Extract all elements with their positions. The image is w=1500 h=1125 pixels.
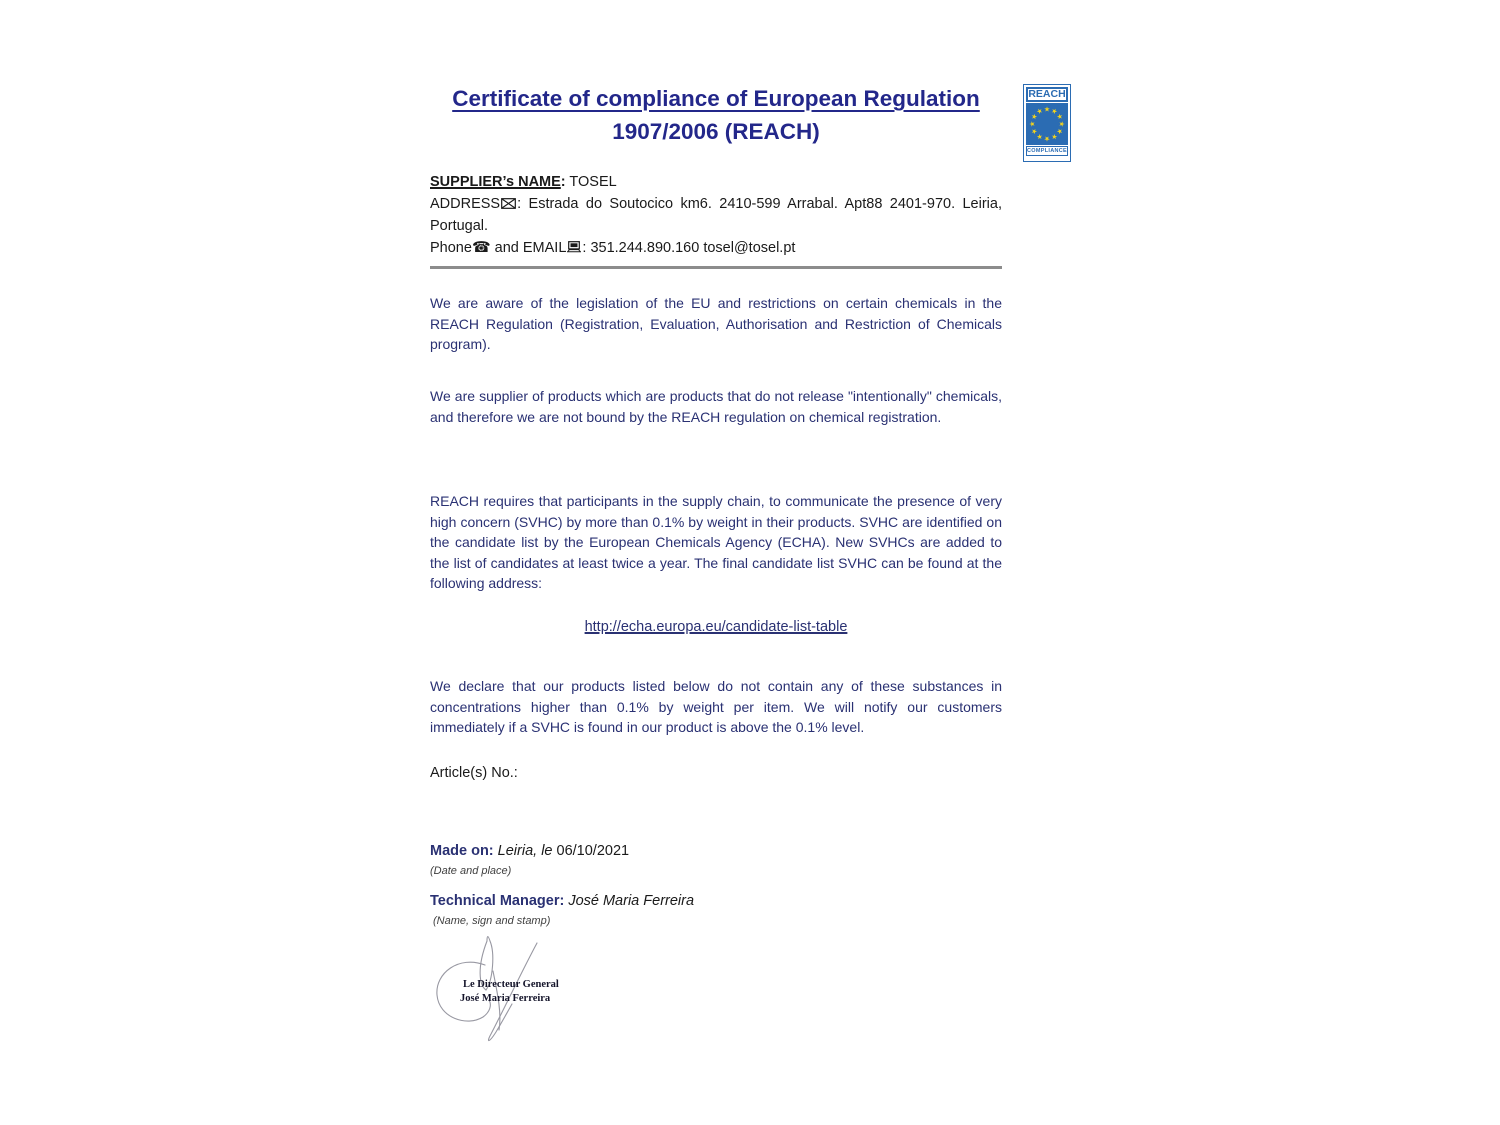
paragraph-supplier-statement: We are supplier of products which are products that do not release "intentionally" chemicals, and therefore we are not bound by the REACH regulation on chemical registration. — [430, 388, 1002, 425]
phone-label: Phone — [430, 240, 472, 256]
made-on-label: Made on: — [430, 843, 494, 859]
telephone-icon: ☎ — [471, 239, 491, 256]
star-icon: ★ — [1035, 131, 1045, 141]
technical-manager-name: José Maria Ferreira — [564, 893, 695, 909]
star-icon: ★ — [1029, 120, 1037, 128]
made-on-place: Leiria, le — [493, 843, 553, 859]
signature-stamp — [427, 933, 579, 1061]
contact-value: : 351.244.890.160 tosel@tosel.pt — [582, 240, 796, 256]
address-label: ADDRESS — [430, 196, 501, 212]
star-icon: ★ — [1035, 107, 1045, 117]
eu-stars-icon — [1026, 103, 1068, 145]
supplier-name-line — [430, 171, 1002, 193]
star-icon: ★ — [1030, 112, 1040, 122]
divider-rule — [430, 266, 1002, 269]
supplier-name-value: TOSEL — [565, 174, 617, 190]
star-icon: ★ — [1054, 126, 1064, 136]
reach-compliance-logo — [1023, 84, 1071, 162]
title-line-2: 1907/2006 (REACH) — [612, 119, 820, 144]
paragraph-awareness: We are aware of the legislation of the EU and restrictions on certain chemicals in the REACH Regulation (Registration, Evaluation, Authorisation and Restriction of Chemicals program). — [430, 295, 1002, 352]
star-icon: ★ — [1054, 112, 1064, 122]
compliance-label: COMPLIANCE — [1027, 148, 1067, 154]
supplier-block — [430, 171, 1002, 259]
candidate-list-link[interactable]: http://echa.europa.eu/candidate-list-table — [584, 619, 848, 635]
star-icon: ★ — [1049, 131, 1059, 141]
address-value: : Estrada do Soutocico km6. 2410-599 Arrabal. Apt88 2401-970. Leiria, Portugal. — [430, 196, 1002, 234]
signature-icon — [427, 933, 579, 1061]
date-place-caption: (Date and place) — [430, 865, 512, 877]
star-icon: ★ — [1030, 126, 1040, 136]
supplier-contact-line — [430, 237, 1002, 259]
reach-logo-label: REACH — [1026, 87, 1068, 102]
candidate-list-link-line — [430, 618, 1002, 636]
stamp-text-line-2: José Maria Ferreira — [460, 993, 551, 1004]
star-icon: ★ — [1057, 120, 1065, 128]
computer-icon — [567, 241, 581, 253]
star-icon: ★ — [1049, 107, 1059, 117]
email-label: and EMAIL — [490, 240, 567, 256]
paragraph-declaration: We declare that our products listed below do not contain any of these substances in concentrations higher than 0.1% by weight per item. We will notify our customers immediately if a SVHC is found in our product is above the 0.1% level. — [430, 678, 1002, 735]
made-on-date: 06/10/2021 — [552, 843, 630, 859]
supplier-address-line — [430, 193, 1002, 237]
paragraph-reach-requirements: REACH requires that participants in the supply chain, to communicate the presence of very high concern (SVHC) by more than 0.1% by weight in their products. SVHC are identified on the candidate list by the European Chemicals Agency (ECHA). New SVHCs are added to the list of candidates at least twice a year. The final candidate list SVHC can be found at the following address: — [430, 493, 1002, 591]
name-sign-stamp-caption: (Name, sign and stamp) — [433, 915, 551, 927]
article-number-line: Article(s) No.: — [430, 765, 518, 781]
technical-manager-line — [430, 893, 1002, 909]
page-title — [430, 82, 1002, 148]
star-icon: ★ — [1043, 134, 1051, 142]
technical-manager-label: Technical Manager: — [430, 893, 565, 909]
supplier-name-label: SUPPLIER’s NAME — [430, 174, 561, 190]
star-icon: ★ — [1043, 106, 1051, 114]
envelope-icon — [501, 198, 516, 209]
title-line-1: Certificate of compliance of European Regulation — [452, 86, 980, 111]
colon: : — [560, 174, 566, 190]
stamp-text-line-1: Le Directeur General — [463, 979, 559, 990]
made-on-line — [430, 843, 1002, 859]
